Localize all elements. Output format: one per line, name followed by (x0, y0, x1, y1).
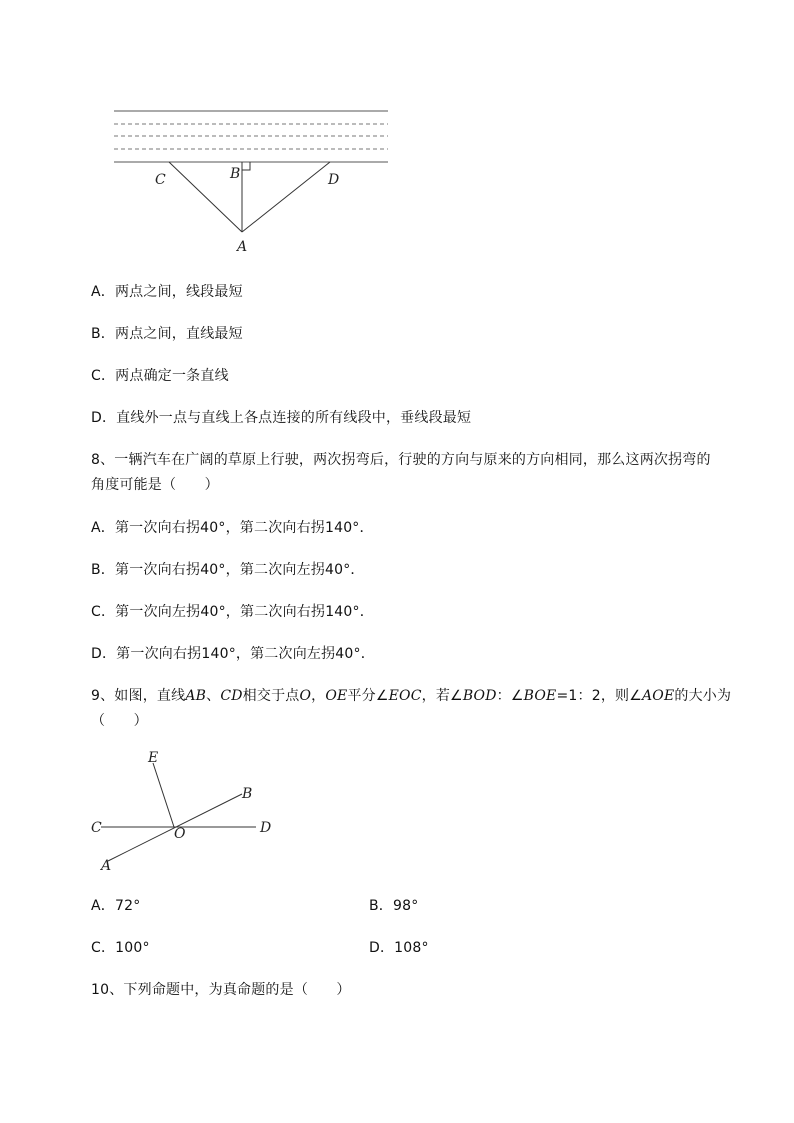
q9-option-b: B．98° (369, 898, 419, 914)
q7-option-a: A．两点之间，线段最短 (91, 284, 243, 300)
q9-option-d: D．108° (369, 940, 429, 956)
fig2-label-b: B (242, 786, 253, 802)
fig2-label-o: O (174, 826, 186, 842)
q8-option-a: A．第一次向右拐40°，第二次向右拐140°． (91, 520, 374, 536)
q9-option-a: A．72° (91, 898, 141, 914)
label-b: B (230, 166, 241, 182)
figure-perpendicular (110, 100, 400, 260)
q8-stem-line1: 8、一辆汽车在广阔的草原上行驶，两次拐弯后，行驶的方向与原来的方向相同，那么这两次拐弯的 (91, 452, 711, 468)
q7-option-b: B．两点之间，直线最短 (91, 326, 243, 342)
label-a: A (237, 239, 248, 255)
q8-option-d: D．第一次向右拐140°，第二次向左拐40°． (91, 646, 375, 662)
figure-intersecting-lines (88, 748, 288, 878)
q8-option-b: B．第一次向右拐40°，第二次向左拐40°． (91, 562, 365, 578)
fig2-label-c: C (91, 820, 102, 836)
q9-stem-line2: （ ） (91, 713, 148, 729)
fig2-label-e: E (148, 750, 159, 766)
q7-option-c: C．两点确定一条直线 (91, 368, 229, 384)
label-c: C (155, 172, 166, 188)
q9-stem-line1: 9、如图，直线AB、CD相交于点O，OE平分∠EOC，若∠BOD：∠BOE=1：2，则∠AOE的大小为 (91, 688, 732, 704)
q9-option-c: C．100° (91, 940, 150, 956)
label-d: D (328, 172, 340, 188)
q8-stem-line2: 角度可能是（ ） (91, 477, 219, 493)
fig2-label-a: A (101, 858, 112, 874)
fig2-label-d: D (260, 820, 272, 836)
q10-stem: 10、下列命题中，为真命题的是（ ） (91, 982, 351, 998)
q7-option-d: D．直线外一点与直线上各点连接的所有线段中，垂线段最短 (91, 410, 472, 426)
q8-option-c: C．第一次向左拐40°，第二次向右拐140°． (91, 604, 374, 620)
